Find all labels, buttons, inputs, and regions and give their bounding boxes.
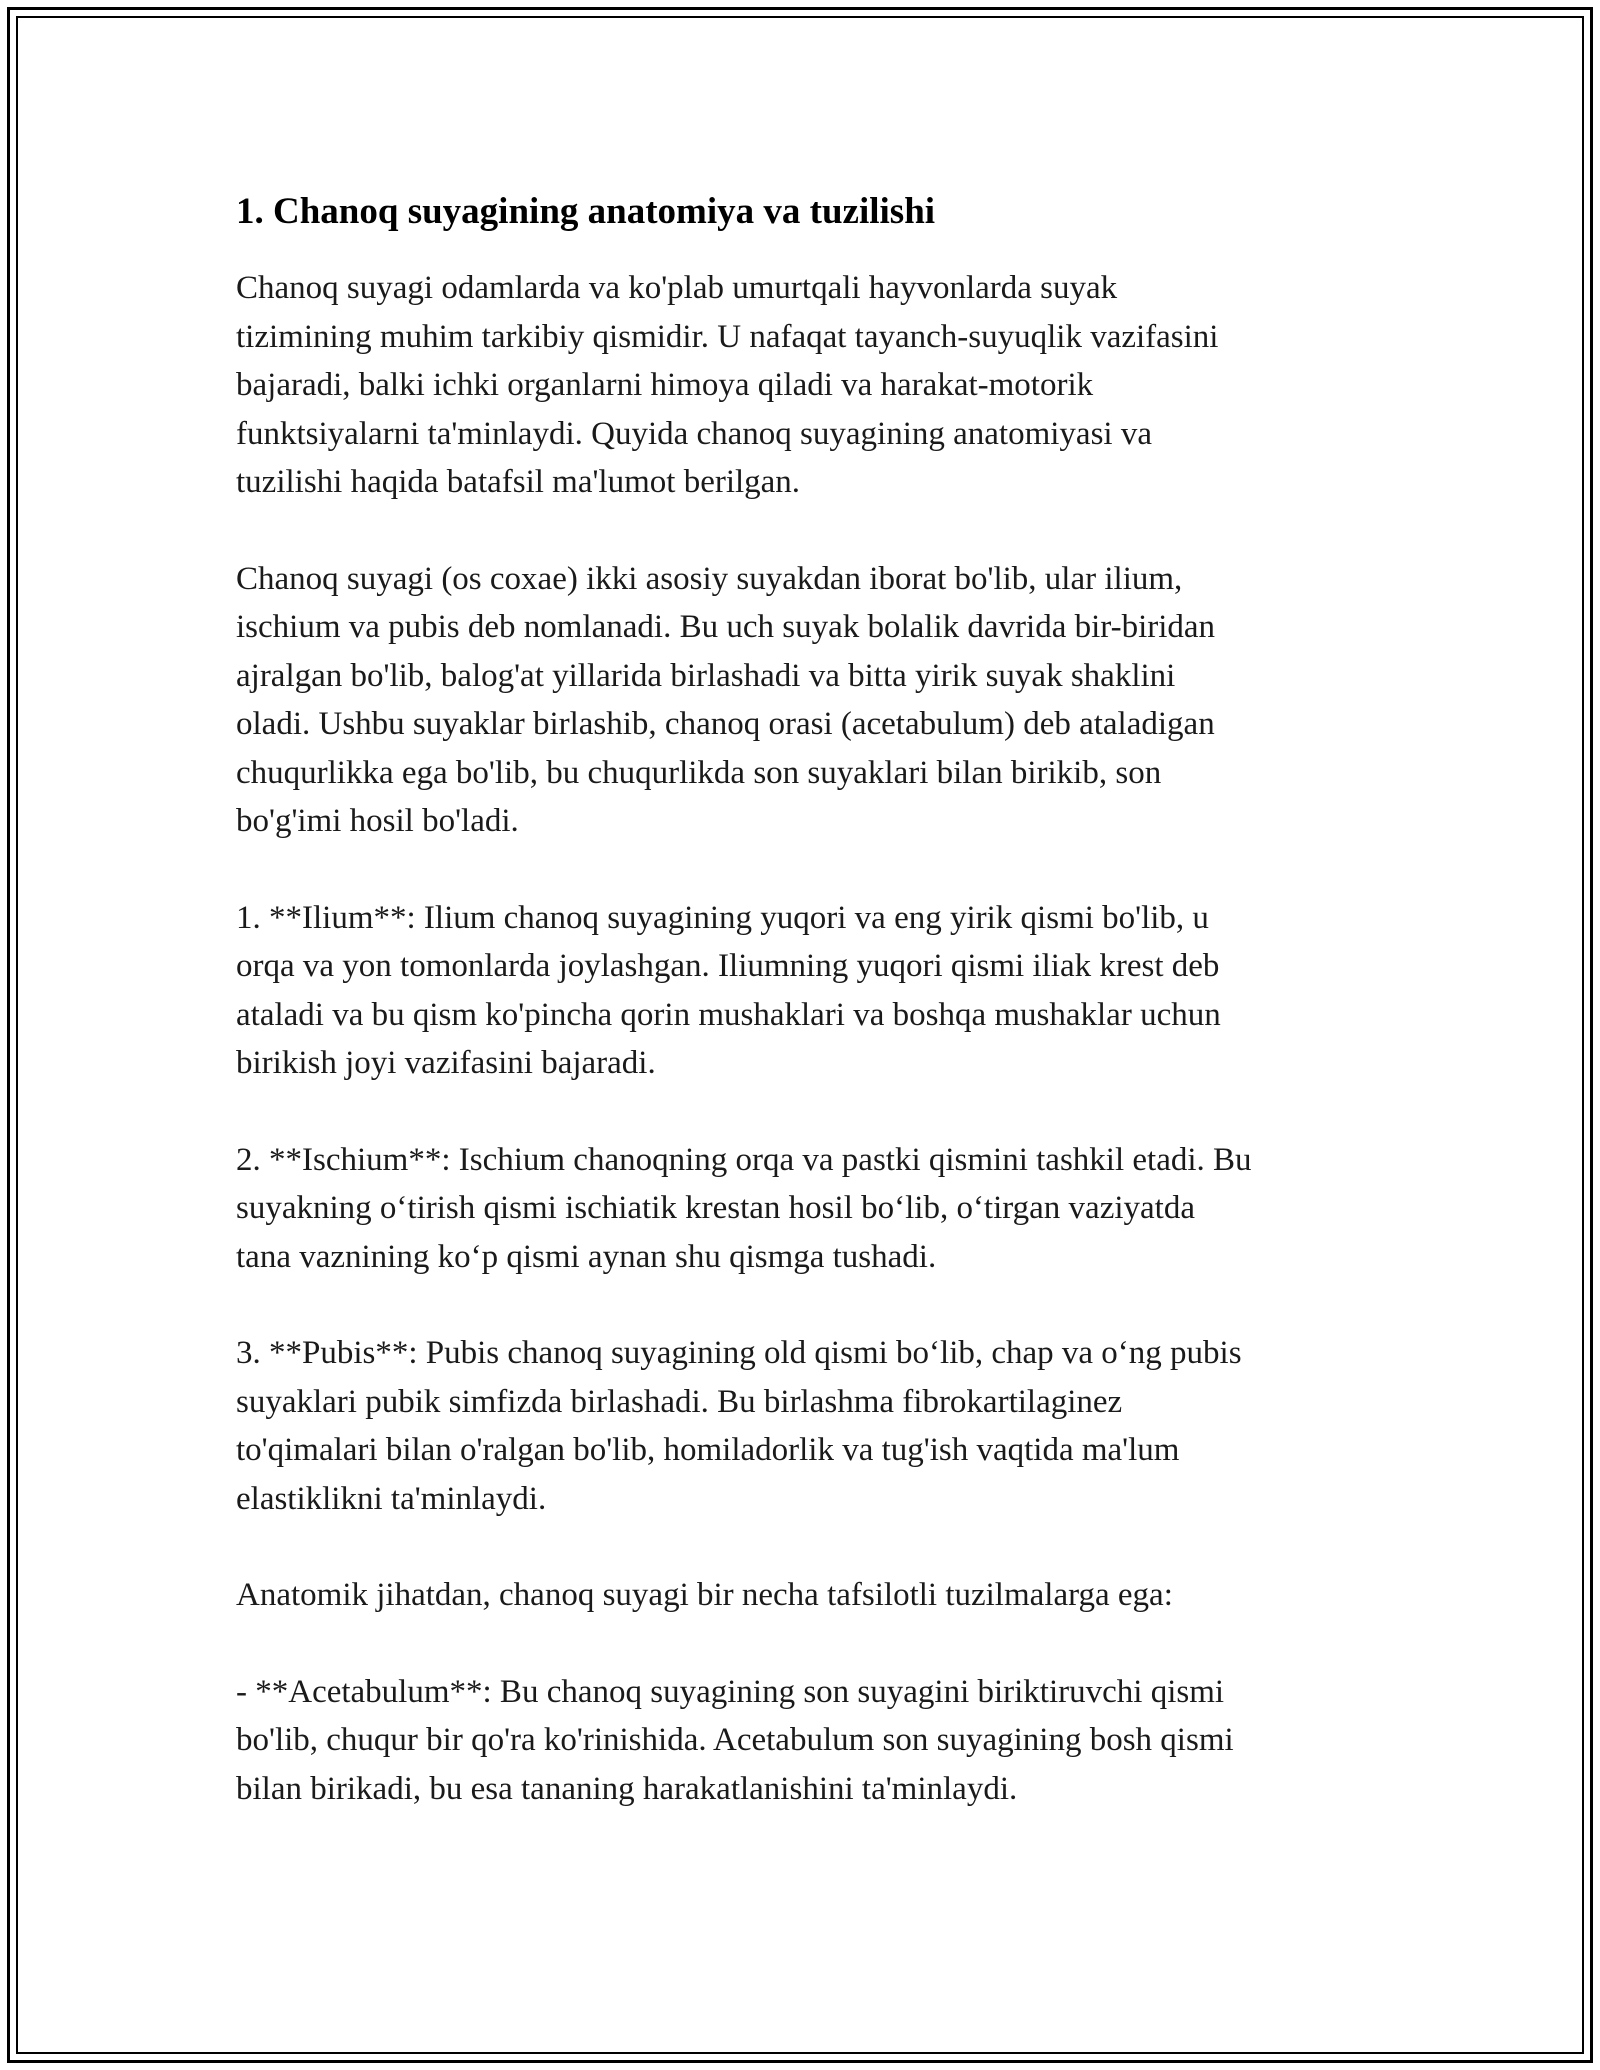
text-line: - **Acetabulum**: Bu chanoq suyagining son suyagini biriktiruvchi qismi — [236, 1673, 1225, 1710]
text-line: bilan birikadi, bu esa tananing harakatlanishini ta'minlaydi. — [236, 1770, 1018, 1807]
text-line: ischium va pubis deb nomlanadi. Bu uch suyak bolalik davrida bir-biridan — [236, 609, 1216, 645]
text-line: bajaradi, balki ichki organlarni himoya qiladi va harakat-motorik — [236, 367, 1094, 403]
acetabulum-paragraph — [236, 1668, 1376, 1814]
text-line: Chanoq suyagi odamlarda va ko'plab umurtqali hayvonlarda suyak — [236, 270, 1118, 306]
text-line: oladi. Ushbu suyaklar birlashib, chanoq orasi (acetabulum) deb ataladigan — [236, 706, 1215, 742]
text-line: ajralgan bo'lib, balog'at yillarida birlashadi va bitta yirik suyak shaklini — [236, 657, 1176, 694]
text-line: funktsiyalarni ta'minlaydi. Quyida chanoq suyagining anatomiyasi va — [236, 415, 1152, 452]
text-line: 3. **Pubis**: Pubis chanoq suyagining old qismi bo‘lib, chap va o‘ng pubis — [236, 1335, 1242, 1371]
text-line: suyakning o‘tirish qismi ischiatik krestan hosil bo‘lib, o‘tirgan vaziyatda — [236, 1190, 1195, 1226]
text-line: suyaklari pubik simfizda birlashadi. Bu birlashma fibrokartilaginez — [236, 1383, 1123, 1420]
anatomy-intro-paragraph — [236, 1571, 1376, 1620]
text-line: bo'lib, chuqur bir qo'ra ko'rinishida. Acetabulum son suyagining bosh qismi — [236, 1722, 1234, 1758]
structure-paragraph — [236, 555, 1376, 846]
text-line: bo'g'imi hosil bo'ladi. — [236, 803, 519, 839]
text-line: birikish joyi vazifasini bajaradi. — [236, 1045, 656, 1081]
text-line: ataladi va bu qism ko'pincha qorin mushaklari va boshqa mushaklar uchun — [236, 996, 1221, 1033]
pubis-paragraph — [236, 1329, 1376, 1523]
intro-paragraph — [236, 264, 1376, 507]
document-body — [236, 186, 1376, 1861]
text-line: to'qimalari bilan o'ralgan bo'lib, homiladorlik va tug'ish vaqtida ma'lum — [236, 1432, 1180, 1468]
text-line: Anatomik jihatdan, chanoq suyagi bir necha tafsilotli tuzilmalarga ega: — [236, 1577, 1173, 1613]
ilium-paragraph — [236, 894, 1376, 1088]
text-line: tizimining muhim tarkibiy qismidir. U nafaqat tayanch-suyuqlik vazifasini — [236, 318, 1219, 355]
text-line: Chanoq suyagi (os coxae) ikki asosiy suyakdan iborat bo'lib, ular ilium, — [236, 560, 1183, 597]
text-line: tuzilishi haqida batafsil ma'lumot berilgan. — [236, 464, 801, 500]
text-line: chuqurlikka ega bo'lib, bu chuqurlikda son suyaklari bilan birikib, son — [236, 754, 1162, 791]
text-line: 1. **Ilium**: Ilium chanoq suyagining yuqori va eng yirik qismi bo'lib, u — [236, 899, 1209, 936]
text-line: elastiklikni ta'minlaydi. — [236, 1480, 547, 1517]
ischium-paragraph — [236, 1136, 1376, 1282]
text-line: tana vaznining ko‘p qismi aynan shu qismga tushadi. — [236, 1238, 937, 1275]
section-title: 1. Chanoq suyagining anatomiya va tuzilishi — [236, 191, 936, 232]
text-line: 2. **Ischium**: Ischium chanoqning orqa va pastki qismini tashkil etadi. Bu — [236, 1141, 1252, 1178]
text-line: orqa va yon tomonlarda joylashgan. Iliumning yuqori qismi iliak krest deb — [236, 948, 1220, 984]
